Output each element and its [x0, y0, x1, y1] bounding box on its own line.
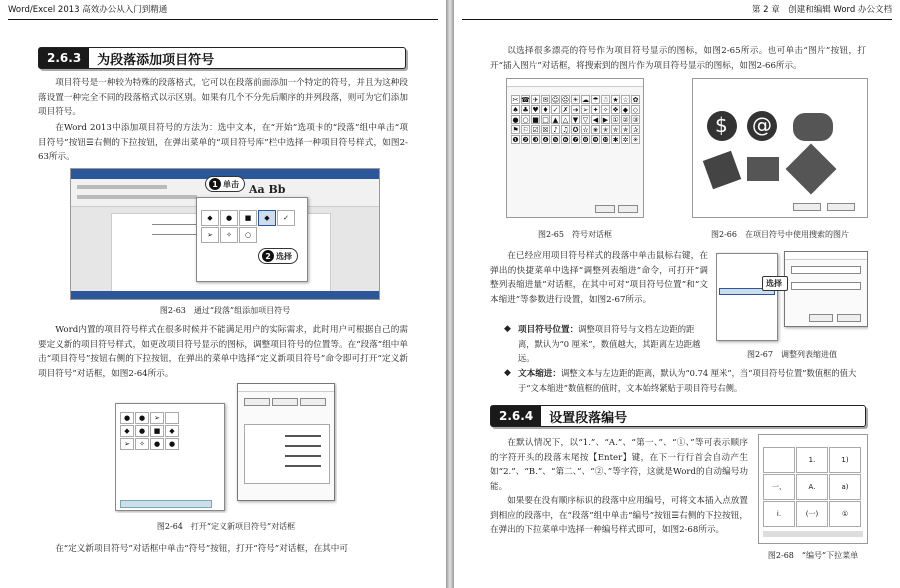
bullet-option[interactable]: ◆ [201, 210, 219, 226]
bullet-option[interactable]: ✧ [220, 227, 238, 243]
insert-button[interactable] [793, 203, 821, 211]
callout-click: 1 单击 [205, 176, 245, 192]
figure-2-64-screenshot [115, 383, 337, 513]
section-title: 为段落添加项目符号 [97, 52, 215, 68]
paragraph: 在已经应用项目符号样式的段落中单击鼠标右键，在弹出的快捷菜单中选择“调整列表缩进”命令，可打开“调整列表缩进量”对话框，在其中可对“项目符号位置”和“文本缩进”等参数进行设置，如图2-67所示。 [490, 251, 708, 305]
bullet-option[interactable]: ◆ [258, 210, 276, 226]
define-new-number-format-item[interactable] [763, 531, 863, 537]
running-head-right: 第 2 章 创建和编辑 Word 办公文档 [462, 0, 892, 20]
context-menu[interactable] [716, 253, 778, 341]
bullet-position-field[interactable] [791, 266, 861, 274]
text-indent-field[interactable] [791, 282, 861, 290]
format-controls [77, 195, 197, 199]
adjust-list-indent-dialog[interactable] [784, 251, 868, 327]
heart-icon[interactable] [786, 144, 837, 195]
figure-caption: 图2-68 “编号”下拉菜单 [767, 551, 859, 560]
bullet-item: ◆ 文本缩进：调整文本与左边距的距离，默认为“0.74 厘米”，当“项目符号位置”数值框的值大于“文本缩进”数值框的值时，文本始终紧贴于项目符号右侧。 [504, 368, 857, 393]
paragraph: 如果要在没有顺序标识的段落中应用编号，可将文本插入点放置到相应的段落中，在“段落”组中单击“编号”按钮☰右侧的下拉按钮，在弹出的下拉菜单中选择一种编号样式即可，如图2-68所示。 [490, 496, 748, 535]
at-sign-icon[interactable]: @ [747, 111, 777, 141]
bullet-dropdown-menu[interactable]: ● ● ➢ ◆ ● ■ ◆ ➢ ✧ ● ● [115, 403, 225, 511]
section-number: 2.6.3 [39, 48, 89, 68]
bullet-item: ◆ 项目符号位置：调整项目符号与文档左边距的距离，默认为“0 厘米”，数值越大，其距离左边距越远。 [504, 324, 701, 363]
define-new-bullet-dialog[interactable] [237, 383, 335, 501]
bullet-option[interactable]: ● [220, 210, 238, 226]
preview-box [244, 424, 330, 484]
callout-select: 选择 [762, 276, 788, 291]
bullet-option[interactable]: ○ [239, 227, 257, 243]
arrow-icon[interactable] [703, 151, 741, 189]
envelope-icon[interactable] [747, 157, 779, 181]
figure-caption: 图2-67 调整列表缩进值 [747, 350, 837, 359]
section-title: 设置段落编号 [549, 410, 628, 426]
bullet-option[interactable]: ■ [239, 210, 257, 226]
figure-2-67-screenshot [716, 251, 868, 346]
section-heading-264 [490, 405, 866, 427]
section-number: 2.6.4 [491, 406, 541, 426]
symbol-button[interactable] [244, 398, 270, 406]
bullet-option[interactable]: ✓ [277, 210, 295, 226]
figure-caption: 图2-64 打开“定义新项目符号”对话框 [156, 522, 296, 531]
cancel-button[interactable] [618, 205, 638, 213]
cancel-button[interactable] [827, 203, 855, 211]
callout-select: 2 选择 [258, 248, 298, 264]
font-controls [77, 185, 167, 189]
cloud-icon[interactable] [793, 113, 833, 141]
font-button[interactable] [300, 398, 326, 406]
cancel-button[interactable] [837, 314, 861, 322]
figure-2-66-picture-dialog [692, 78, 868, 218]
paragraph: 在“定义新项目符号”对话框中单击“符号”按钮，打开“符号”对话框，在其中可 [55, 544, 348, 554]
section-heading-263 [38, 47, 406, 69]
style-preview: Aa Bb [249, 183, 286, 196]
picture-button[interactable] [272, 398, 298, 406]
figure-caption: 图2-63 通过“段落”组添加项目符号 [159, 306, 291, 315]
book-gutter [446, 0, 454, 588]
dollar-icon[interactable]: $ [707, 111, 737, 141]
ok-button[interactable] [595, 205, 615, 213]
paragraph: 以选择很多漂亮的符号作为项目符号显示的图标，如图2-65所示。也可单击“图片”按钮，打开“插入图片”对话框，将搜索到的图片作为项目符号显示的图标，如图2-66所示。 [490, 46, 866, 71]
paragraph: 项目符号是一种较为特殊的段落格式，它可以在段落前面添加一个特定的符号，并且为这种段落设置一种完全不同的段落格式以示区别。如果有几个不分先后顺序的并列段落，则可为它们添加项目符号。 [38, 78, 408, 117]
paragraph: 在默认情况下，以“1.”、“A.”、“第一、”、“①、”等可表示顺序的字符开头的段落末尾按【Enter】键，在下一行行首会自动产生如“2.”、“B.”、“第二、”、“②、”等字符，这就是Word的自动编号功能。 [490, 438, 748, 492]
running-head-left: Word/Excel 2013 高效办公从入门到精通 [8, 0, 438, 20]
paragraph: Word内置的项目符号样式在很多时候并不能满足用户的实际需求，此时用户可根据自己的需要定义新的项目符号样式，如更改项目符号显示的图标，调整项目符号的位置等。在“段落”组中单击“项目符号”按钮右侧的下拉按钮，在弹出的菜单中选择“定义新项目符号”命令即可打开“定义新项目符号”对话框，如图2-64所示。 [38, 325, 408, 379]
figure-caption: 图2-65 符号对话框 [538, 230, 612, 239]
figure-2-65-symbol-dialog: ✂ ☎ ✈ ✉ ☺ ☹ ☀ ☁ ☂ ☃ ★ ☆ ✿ ♠ ♣ ♥ ♦ ✓ ✗ ➔ ➢ ✦ ✧ ❖ ◆ ◇ ● ○ ■ □ ▲ △ ▼ ▽ ◀ ▶ ① ② ③ ⚑ ⚐ ☑ ☒ ♪ ♫ ✪ ✫ ✬ ✭ ✮ ✯ ✰ ❶ ❷ ❸ ❹ ❺ ❻ ❼ ❽ ❾ ❿ ✱ ✲ ✳ [506, 78, 644, 218]
figure-2-68-numbering-menu[interactable]: 1. 1) 一、 A. a) i. (一) ① [758, 434, 868, 544]
bullet-library-menu[interactable] [196, 197, 308, 282]
bullet-option[interactable]: ➢ [201, 227, 219, 243]
left-page [0, 0, 446, 588]
ok-button[interactable] [809, 314, 833, 322]
paragraph: 在Word 2013中添加项目符号的方法为：选中文本，在“开始”选项卡的“段落”组中单击“项目符号”按钮☰右侧的下拉按钮，在弹出菜单的“项目符号库”栏中选择一种项目符号样式，如图2-63所示。 [38, 123, 408, 162]
status-bar [71, 291, 379, 299]
right-page [454, 0, 900, 588]
define-new-bullet-item[interactable] [120, 500, 212, 508]
figure-caption: 图2-66 在项目符号中使用搜索的图片 [711, 230, 849, 239]
